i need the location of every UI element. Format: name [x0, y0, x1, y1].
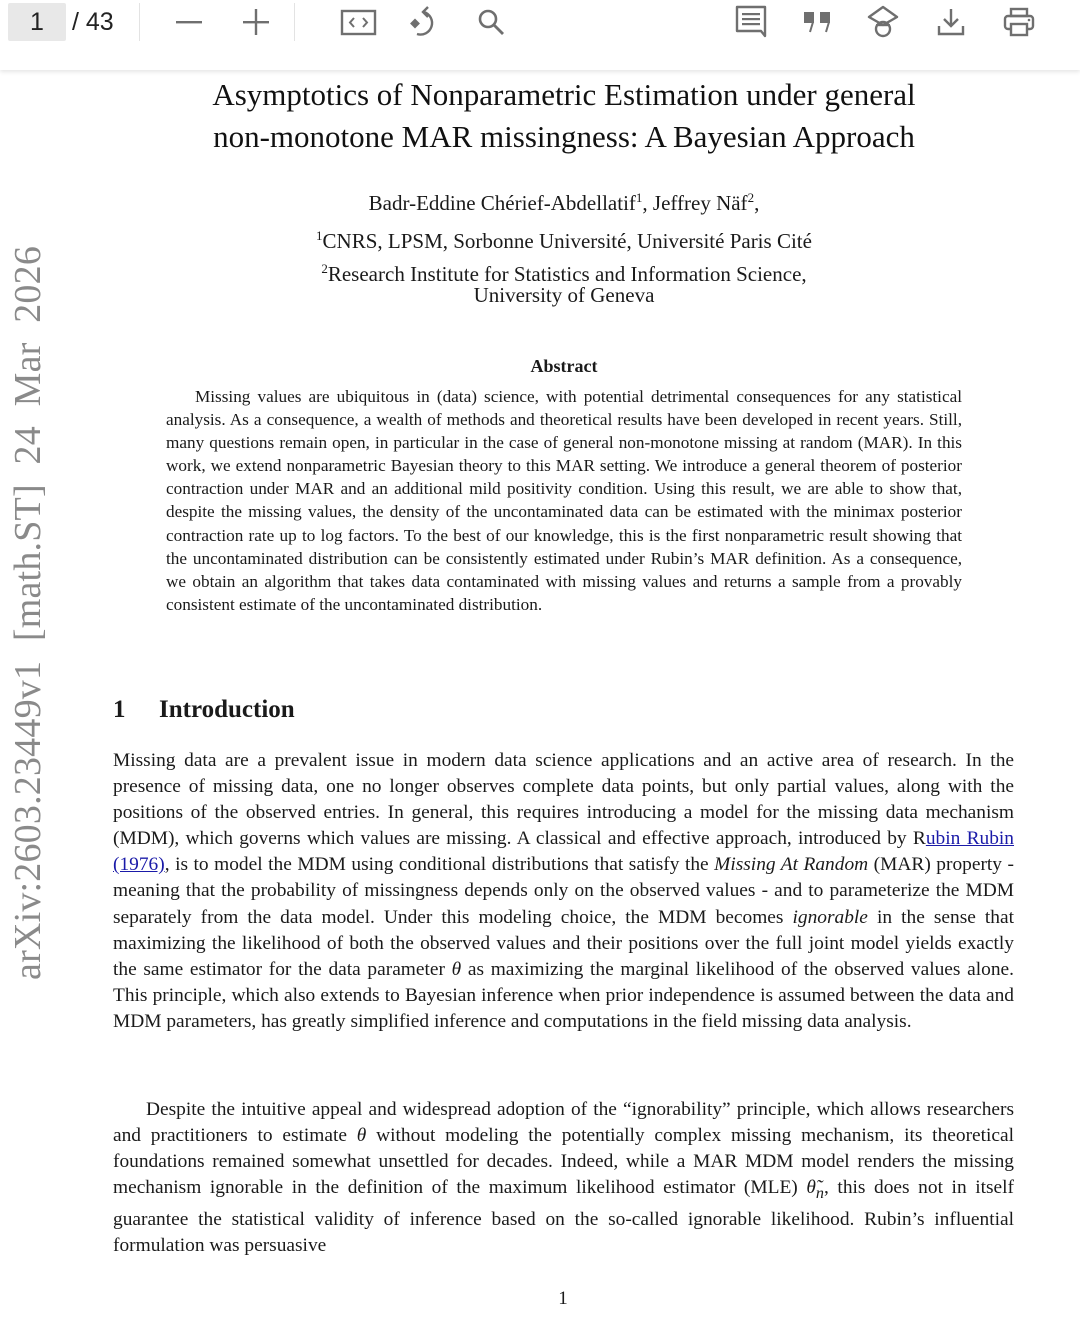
affiliation	[110, 222, 1018, 255]
text-run: , this does not in itself guarantee the statistical validity of inference based on the so-called ignorable likelihood. Rubin’s influential formulation was persuasive	[113, 1177, 1015, 1257]
math-symbol: θ	[451, 958, 462, 980]
title-line: Asymptotics of Nonparametric Estimation under general	[212, 77, 916, 112]
toolbar-divider	[294, 3, 295, 41]
affiliation-text: University of Geneva	[473, 283, 655, 307]
affiliation-marker: 2	[321, 261, 328, 276]
notes-button[interactable]	[731, 2, 773, 42]
abstract-heading: Abstract	[530, 356, 598, 376]
text-run: without modeling the potentially complex missing mechanism, its theoretical foundations remained somewhat unsettled for decades. Indeed, while a MAR MDM model renders the missing mechanism ignorable in the definition of the maximum likelihood estimator (MLE)	[113, 1125, 1015, 1199]
pdf-toolbar	[0, 0, 1080, 70]
fit-width-button[interactable]	[338, 2, 380, 42]
plus-icon	[241, 7, 271, 37]
comment-icon	[735, 5, 769, 39]
emphasis: ignorable	[792, 906, 868, 928]
page-number-input[interactable]: 1	[8, 3, 66, 41]
affiliation-text: Research Institute for Statistics and Information Science,	[327, 262, 807, 286]
quote-icon	[802, 8, 834, 36]
affiliation-marker: 1	[635, 190, 643, 205]
affiliation	[110, 282, 1018, 309]
zoom-in-button[interactable]	[235, 2, 277, 42]
section-number: 1	[113, 696, 126, 723]
intro-paragraph	[113, 748, 1014, 1035]
rotate-icon	[408, 4, 442, 40]
author-name: Badr-Eddine Chérief-Abdellatif	[368, 191, 636, 215]
minus-icon	[174, 7, 204, 37]
search-icon	[476, 7, 506, 37]
affiliation-text: CNRS, LPSM, Sorbonne Université, Université Paris Cité	[322, 229, 812, 253]
emphasis: Missing At Random	[714, 854, 869, 876]
citation-link[interactable]: ubin Rubin (1976)	[113, 828, 1015, 876]
math-subscript: n	[815, 1185, 824, 1203]
author-list	[110, 184, 1018, 217]
author-name: Jeffrey Näf	[652, 191, 748, 215]
arxiv-identifier-stamp: arXiv:2603.23449v1 [math.ST] 24 Mar 2026	[7, 245, 49, 980]
search-button[interactable]	[470, 2, 512, 42]
text-run: , is to model the MDM using conditional distributions that satisfy the	[164, 854, 715, 876]
download-icon	[936, 6, 966, 38]
section-title: Introduction	[159, 696, 295, 723]
intro-paragraph	[113, 1097, 1014, 1259]
title-line: non-monotone MAR missingness: A Bayesian Approach	[213, 119, 915, 154]
text-run: Missing data are a prevalent issue in modern data science applications and an active area of research. In the presence of missing data, one no longer observes complete data points, but only partial values, along with the positions of the observed entries. In general, this requires introducing a model for the missing data mechanism (MDM), which governs which values are missing. A classical and effective approach, introduced by R	[113, 750, 1014, 850]
cite-button[interactable]	[797, 2, 839, 42]
math-symbol: θ	[356, 1125, 367, 1147]
abstract-body: Missing values are ubiquitous in (data) science, with potential detrimental consequences for any statistical analysis. As a consequence, a wealth of methods and theoretical results have been developed in recent years. Still, many questions remain open, in particular in the case of general non-monotone missing at random (MAR). In this work, we extend nonparametric Bayesian theory to this MAR setting. We introduce a general theorem of posterior contraction under MAR and an additional mild positivity condition. Using this result, we are able to show that, despite the missing values, the density of the uncontaminated data can be estimated with the minimax posterior contraction rate up to log factors. To the best of our knowledge, this is the first nonparametric result showing that the uncontaminated distribution can be consistently estimated under Rubin’s MAR definition. As a consequence, we obtain an algorithm that takes data contaminated with missing values and returns a sample from a provably consistent estimate of the uncontaminated distribution.	[166, 387, 962, 614]
print-button[interactable]	[998, 2, 1040, 42]
text-run: as maximizing the marginal likelihood of the observed values alone. This principle, which also extends to Bayesian inference when prior independence is assumed between the data and MDM parameters, has greatly simplified inference and computations in the field missing data analysis.	[113, 958, 1014, 1032]
text-run: (MAR) property - meaning that the probability of missingness depends only on the observed values - and to parameterize the MDM separately from the data model. Under this modeling choice, the MDM becomes	[113, 854, 1014, 928]
section-heading	[113, 696, 295, 724]
affiliation-marker: 1	[316, 228, 323, 243]
paper-title	[110, 74, 1018, 158]
page-total-label: / 43	[72, 8, 114, 36]
author-trail: ,	[754, 191, 760, 215]
zoom-out-button[interactable]	[168, 2, 210, 42]
math-symbol: θ̃	[806, 1177, 816, 1199]
author-separator: ,	[642, 191, 653, 215]
download-button[interactable]	[930, 2, 972, 42]
print-icon	[1002, 6, 1036, 38]
toolbar-divider	[139, 3, 140, 41]
page-footer-number: 1	[558, 1288, 568, 1309]
graduation-cap-icon	[867, 5, 899, 39]
rotate-button[interactable]	[404, 2, 446, 42]
text-run: Despite the intuitive appeal and widespread adoption of the “ignorability” principle, which allows researchers and practitioners to estimate	[113, 1099, 1014, 1147]
fit-width-icon	[340, 8, 378, 36]
scholar-button[interactable]	[862, 2, 904, 42]
affiliation-marker: 2	[747, 190, 755, 205]
text-run: in the sense that maximizing the likelihood of both the observed values and their positions over the full joint model yields exactly the same estimator for the data parameter	[113, 906, 1014, 980]
